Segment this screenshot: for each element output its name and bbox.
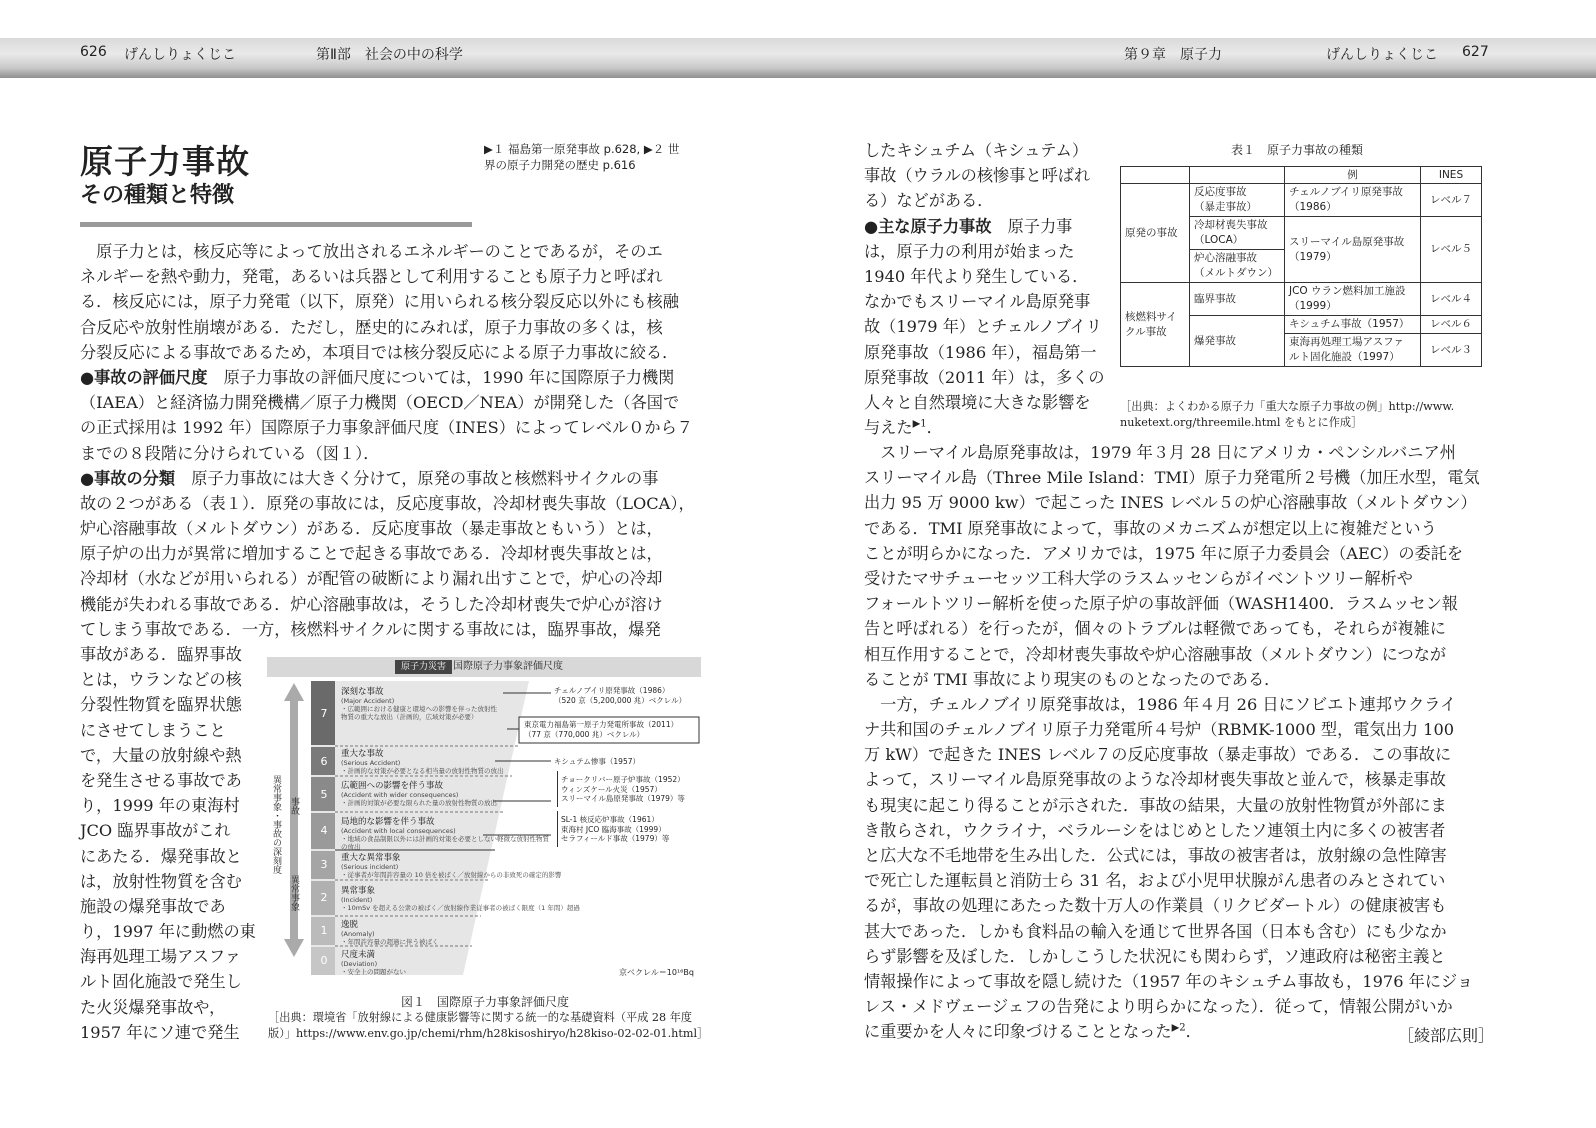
body-line: フォールトツリー解析を使った原子炉の事故評価（WASH1400．ラスムッセン報 [864,594,1458,614]
table-row [1121,184,1482,217]
left-page-number: 626 [80,44,107,60]
body-line: したキシュチム（キシュテム） [864,141,1089,160]
level-number: 5 [320,788,328,801]
level-number: 3 [320,858,328,871]
figure-tag: 原子力災害 [395,660,452,674]
level-number: 2 [320,891,328,904]
table-cell: 爆発事故 [1190,316,1285,367]
body-line: ●主な原子力事故 原子力事 [864,216,1073,236]
body-line: き散らされ，ウクライナ，ベラルーシをはじめとしたソ連領土内に多くの被害者 [864,820,1446,840]
body-line: り，1997 年に動燃の東 [80,922,256,942]
level-5-text: 広範囲への影響を伴う事故 (Accident with wider consequences) ・計画的対策が必要な限られた量の放射性物質の放出 [341,781,497,807]
body-line: で，大量の放射線や熱 [80,745,242,765]
section-heading-rating: ●事故の評価尺度 [80,367,208,387]
body-line: てしまう事故である．一方，核燃料サイクルに関する事故には，臨界事故，爆発 [80,619,661,639]
body-line: 分裂反応による事故であるため，本項目では核分裂反応による原子力事故に絞る． [80,342,679,362]
body-line: ネルギーを熱や動力，発電，あるいは兵器として利用することも原子力と呼ばれ [80,267,663,287]
body-line: ●事故の評価尺度 原子力事故の評価尺度については，1990 年に国際原子力機関 [80,367,675,387]
left-narrow-body [80,642,256,1045]
incident-label: 異常事象 [289,875,299,911]
section-heading-classification: ●事故の分類 [80,468,176,488]
level-0-text: 尺度未満 (Deviation) ・安全上の問題がない [341,950,406,976]
cross-ref-line: 界の原子力開発の歴史 p.616 [484,158,636,172]
body-line: と広大な不毛地帯を生み出した．公式には，事故の被害者は，放射線の急性障害 [864,846,1447,865]
table-cell: 反応度事故 （暴走事故） [1190,184,1285,217]
table-cell: レベル４ [1421,283,1482,316]
body-line: にあたる．爆発事故と [80,846,242,866]
body-line: 分裂性物質を臨界状態 [80,695,242,715]
level-number: 6 [320,755,328,768]
figure-ines-scale [267,657,701,982]
body-line: （IAEA）と経済協力開発機構／原子力機関（OECD／NEA）が開発した（各国で [80,393,680,413]
table-source: ［出典：よくわかる原子力「重大な原子力事故の例」http://www. nuketext.org/threemile.html をもとに作成］ [1120,400,1455,429]
author-credit: ［綾部広則］ [1398,1026,1495,1045]
body-line: は，原子力の利用が始まった [864,241,1075,261]
body-line: スリーマイル島原発事故は，1979 年３月 28 日にアメリカ・ペンシルバニア州 [864,443,1456,462]
level-6-text: 重大な事故 (Serious Accident) ・計画的な対策が必要となる相当量の放射性物質の放出 [341,749,504,775]
table-group-fuel-cycle: 核燃料サイ クル事故 [1121,283,1190,367]
body-line: 出力 95 万 9000 kw）で起こった INES レベル５の炉心溶融事故（メルトダウン） [864,493,1477,513]
body-line: 事故（ウラルの核惨事と呼ばれ [864,166,1091,186]
body-line: 与えた$^{▶1}$． [864,418,943,438]
body-line: 原発事故（1986 年），福島第一 [864,342,1097,362]
level-2-text: 異常事象 (Incident) ・10mSv を超える公衆の被ばく／放射線作業従事者の被ばく限度（1 年間）超過 [341,886,580,912]
table-cell: レベル３ [1421,334,1482,367]
body-line: 受けたマサチューセッツ工科大学のラスムッセンらがイベントツリー解析や [864,568,1413,588]
level-1-text: 逸脱 (Anomaly) ・年間許容量の超過に伴う被ばく [341,920,439,946]
body-line: 合反応や放射性崩壊がある．ただし，歴史的にみれば，原子力事故の多くは，核 [80,317,663,337]
body-line: る．核反応には，原子力発電（以下，原発）に用いられる核分裂反応以外にも核融 [80,292,679,312]
body-line: 原子力とは，核反応等によって放出されるエネルギーのことであるが，そのエ [80,242,663,261]
table-row [1121,283,1482,316]
body-line: で死亡した運転員と消防士ら 31 名，および小児甲状腺がん患者のみとされてい [864,871,1446,891]
body-line: も現実に起こり得ることが示された．事故の結果，大量の放射性物質が外部にま [864,795,1447,815]
body-line: 情報操作によって事故を隠し続けた（1957 年のキシュチム事故も，1976 年にジョ [864,971,1474,991]
left-running-head: げんしりょくじこ [124,47,236,63]
body-line: 人々と自然環境に大きな影響を [864,392,1091,412]
body-line: 故の２つがある（表１）．原発の事故には，反応度事故，冷却材喪失事故（LOCA）， [80,493,695,513]
example-level-5: チョークリバー原子炉事故（1952） ウィンズケール火災（1957） スリーマイル島原発事故（1979）等 [561,775,685,803]
cross-ref-line: ▶１ 福島第一原発事故 p.628, ▶２ 世 [484,142,680,156]
body-line: は，放射性物質を含む [80,871,242,891]
arrow-head-down [284,939,304,957]
right-page-number: 627 [1462,44,1489,60]
body-line: 海再処理工場アスファ [80,947,241,967]
level-number: 0 [320,954,328,967]
part-title: 第Ⅱ部 社会の中の科学 [316,47,463,63]
level-3-text: 重大な異常事象 (Serious incident) ・従事者が年間許容量の 10 倍を被ばく／放射線からの非致死の確定的影響 [341,853,562,879]
cross-ref-mark: ▶2 [1171,1022,1186,1034]
body-line: た火災爆発事故や， [80,997,226,1017]
body-line: 1957 年にソ連で発生 [80,1022,240,1042]
unit-note: 京ベクレル＝10¹⁶Bq [619,968,694,977]
body-line: ことが明らかになった．アメリカでは，1975 年に原子力委員会（AEC）の委託を [864,543,1464,563]
title-underline [80,222,472,227]
level-number: 7 [320,707,328,720]
body-line: に重要かを人々に印象づけることとなった$^{▶2}$． [864,1022,1202,1042]
cross-reference [484,141,702,173]
body-line: るが，事故の処理にあたった数十万人の作業員（リクビダートル）の健康被害も [864,896,1447,916]
arrow-head-up [284,683,304,701]
table-row [1121,167,1482,184]
chapter-title: 第９章 原子力 [1124,47,1222,63]
body-line: 相互作用することで，冷却材喪失事故や炉心溶融事故（メルトダウン）につなが [864,644,1447,664]
body-line: 1940 年代より発生している． [864,266,1089,286]
article-title: 原子力事故 [80,142,250,181]
example-level-6: キシュテム惨事（1957） [554,757,640,766]
bracket [557,811,558,847]
table-cell: 臨界事故 [1190,283,1285,316]
example-level-7: チェルノブイリ原発事故（1986） （520 京（5,200,000 兆）ベクレル） [554,686,687,705]
table-group-npp: 原発の事故 [1121,184,1190,283]
body-line: とは，ウランなどの核 [80,670,242,690]
table-cell: チェルノブイリ原発事故 （1986） [1285,184,1421,217]
body-line: る）などがある． [864,191,994,211]
body-line: 施設の爆発事故であ [80,896,226,916]
table-cell: 冷却材喪失事故 （LOCA） [1190,217,1285,250]
figure-title: 国際原子力事象評価尺度 [453,661,563,672]
body-line: スリーマイル島（Three Mile Island：TMI）原子力発電所２号機（加圧水型，電気 [864,468,1480,488]
level-7-text: 深刻な事故 (Major Accident) ・広範囲における健康と環境への影響を伴った放射性物質の重大な放出（計画的，広域対策が必要） [341,687,497,721]
body-line: JCO 臨界事故がこれ [80,821,231,841]
body-line: である．TMI 原発事故によって，事故のメカニズムが想定以上に複雑だという [864,518,1437,538]
body-line: にさせてしまうこと [80,720,226,740]
bracket [557,771,558,807]
right-narrow-body [864,138,1105,440]
table-cell: 東海再処理工場アスファ ルト固化施設（1997） [1285,334,1421,367]
body-line: らず影響を及ぼした．しかしこうした状況にも関わらず，ソ連政府は秘密主義と [864,946,1446,966]
body-line: 事故がある．臨界事故 [80,645,242,664]
body-line: ナ共和国のチェルノブイリ原子力発電所４号炉（RBMK-1000 型，電気出力 100 [864,720,1455,740]
table-cell: レベル７ [1421,184,1482,217]
body-line: 機能が失われる事故である．炉心溶融事故は，そうした冷却材喪失で炉心が溶け [80,594,663,614]
body-line: なかでもスリーマイル島原発事 [864,292,1091,312]
level-number: 4 [320,824,328,837]
cross-ref-mark: ▶1 [912,418,927,430]
body-line: の正式採用は 1992 年）国際原子力事象評価尺度（INES）によってレベル０から７ [80,418,693,438]
body-line: よって，スリーマイル島原発事故のような冷却材喪失事故と並んで，核暴走事故 [864,770,1446,790]
body-line: ることが TMI 事故により現実のものとなったのである． [864,669,1281,689]
body-line: 万 kW）で起きた INES レベル７の反応度事故（暴走事故）である．この事故に [864,745,1452,765]
article-subtitle: その種類と特徴 [80,183,235,208]
table-cell: JCO ウラン燃料加工施設 （1999） [1285,283,1421,316]
accident-label: 事故 [289,797,299,815]
severity-axis-label: 異常事象・事故の深刻度 [271,775,281,874]
table-cell: 炉心溶融事故 （メルトダウン） [1190,250,1285,283]
body-line: り，1999 年の東海村 [80,796,240,816]
left-body [80,239,695,642]
body-line: レス・メドヴェージェフの告発により明らかになった）．従って，情報公開がいか [864,997,1453,1017]
table-cell: スリーマイル島原発事故 （1979） [1285,217,1421,283]
body-line: ルト固化施設で発生し [80,972,242,992]
table-header-ines: INES [1421,167,1482,184]
body-line: までの８段階に分けられている（図１）． [80,443,380,463]
table-header-example: 例 [1285,167,1421,184]
level-number: 1 [320,924,328,937]
table-cell: キシュチム事故（1957） [1285,316,1421,334]
right-running-head: げんしりょくじこ [1326,47,1438,63]
body-line: 一方，チェルノブイリ原発事故は，1986 年４月 26 日にソビエト連邦ウクライ [864,694,1457,714]
level-4-text: 局地的な影響を伴う事故 (Accident with local consequences) ・地域の食品制限以外には計画的対策を必要としない軽微な放射性物質の放出 [341,817,549,851]
right-body [864,440,1480,1045]
body-line: 冷却材（水などが用いられる）が配管の破断により漏れ出すことで，炉心の冷却 [80,569,663,589]
body-line: を発生させる事故であ [80,770,242,790]
body-line: 告と呼ばれる）を行ったが，個々のトラブルは軽微であっても，それらが複雑に [864,619,1446,639]
table-cell: レベル５ [1421,217,1482,283]
section-heading-major-accidents: ●主な原子力事故 [864,216,992,236]
body-line: 原子炉の出力が異常に増加することで起きる事故である．冷却材喪失事故とは， [80,544,663,564]
body-line: 甚大であった．しかも食料品の輸入を通じて世界各国（日本も含む）にも少なか [864,921,1447,941]
example-fukushima: 東京電力福島第一原子力発電所事故（2011） （77 京（770,000 兆）ベクレル） [524,720,679,739]
figure-caption: 図１ 国際原子力事象評価尺度 [400,995,569,1009]
figure-source: ［出典：環境省「放射線による健康影響等に関する統一的な基礎資料（平成 28 年度 版）」https://www.env.go.jp/chemi/rhm/h28kisoshiryo/h28kiso-02-02-01.html］ [268,1011,709,1040]
accident-type-table [1120,166,1482,367]
body-line: ●事故の分類 原子力事故には大きく分けて，原発の事故と核燃料サイクルの事 [80,468,659,488]
table-cell: レベル６ [1421,316,1482,334]
body-line: 故（1979 年）とチェルノブイリ [864,317,1102,337]
example-level-4: SL-1 核反応炉事故（1961） 東海村 JCO 臨海事故（1999） セラフィールド事故（1979）等 [561,815,670,843]
body-line: 原発事故（2011 年）は，多くの [864,367,1105,387]
table-caption: 表１ 原子力事故の種類 [1231,143,1364,157]
body-line: 炉心溶融事故（メルトダウン）がある．反応度事故（暴走事故ともいう）とは， [80,519,663,539]
